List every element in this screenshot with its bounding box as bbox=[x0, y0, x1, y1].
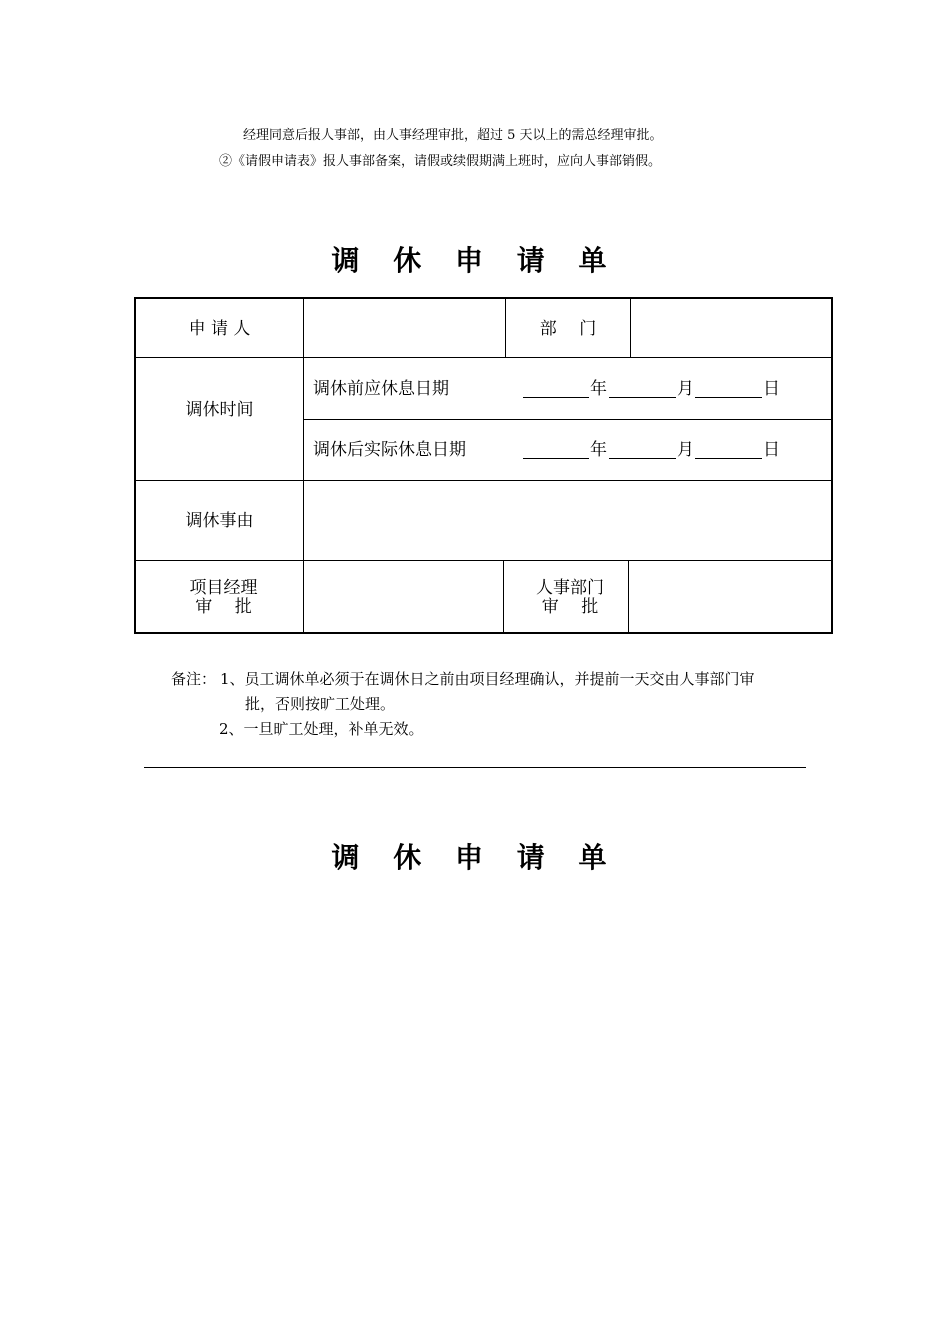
pm-approval-label-line2: 审 批 bbox=[195, 597, 252, 617]
notes-label: 备注： bbox=[171, 670, 217, 688]
section-separator bbox=[144, 767, 806, 768]
reason-label: 调休事由 bbox=[185, 511, 254, 531]
intro-line-2: ②《请假申请表》报人事部备案，请假或续假期满上班时，应向人事部销假。 bbox=[219, 154, 662, 169]
before-month-unit: 月 bbox=[677, 379, 694, 399]
before-year-unit: 年 bbox=[590, 379, 607, 399]
row-divider-2 bbox=[303, 419, 831, 420]
pm-approval-field[interactable] bbox=[304, 561, 503, 632]
second-form-title: 调 休 申 请 单 bbox=[331, 841, 619, 874]
intro-line-1: 经理同意后报人事部，由人事经理审批，超过 5 天以上的需总经理审批。 bbox=[243, 128, 663, 143]
after-month-blank[interactable] bbox=[609, 458, 676, 459]
before-day-unit: 日 bbox=[763, 379, 780, 399]
applicant-field[interactable] bbox=[304, 299, 505, 357]
before-day-blank[interactable] bbox=[695, 397, 762, 398]
leave-swap-form-table bbox=[134, 297, 833, 634]
after-day-blank[interactable] bbox=[695, 458, 762, 459]
note-item-2: 2、一旦旷工处理，补单无效。 bbox=[219, 720, 424, 738]
department-field[interactable] bbox=[631, 299, 831, 357]
after-date-label: 调休后实际休息日期 bbox=[313, 440, 466, 460]
hr-approval-label-line2: 审 批 bbox=[541, 597, 599, 617]
hr-approval-field[interactable] bbox=[629, 561, 831, 632]
before-date-label: 调休前应休息日期 bbox=[313, 379, 449, 399]
row-divider-1 bbox=[136, 357, 831, 358]
before-month-blank[interactable] bbox=[609, 397, 676, 398]
after-year-blank[interactable] bbox=[523, 458, 589, 459]
after-month-unit: 月 bbox=[677, 440, 694, 460]
reason-field[interactable] bbox=[304, 481, 831, 560]
time-label: 调休时间 bbox=[185, 400, 254, 420]
note-item-1-line-2: 批，否则按旷工处理。 bbox=[245, 695, 396, 713]
hr-approval-label-line1: 人事部门 bbox=[536, 578, 604, 598]
department-label: 部 门 bbox=[539, 319, 597, 339]
pm-approval-label-line1: 项目经理 bbox=[189, 578, 258, 598]
note-item-1-line-1: 1、员工调休单必须于在调休日之前由项目经理确认，并提前一天交由人事部门审 bbox=[220, 670, 755, 688]
after-day-unit: 日 bbox=[763, 440, 780, 460]
applicant-label: 申 请 人 bbox=[188, 319, 251, 339]
before-year-blank[interactable] bbox=[523, 397, 589, 398]
after-year-unit: 年 bbox=[590, 440, 607, 460]
form-title: 调 休 申 请 单 bbox=[331, 244, 619, 277]
